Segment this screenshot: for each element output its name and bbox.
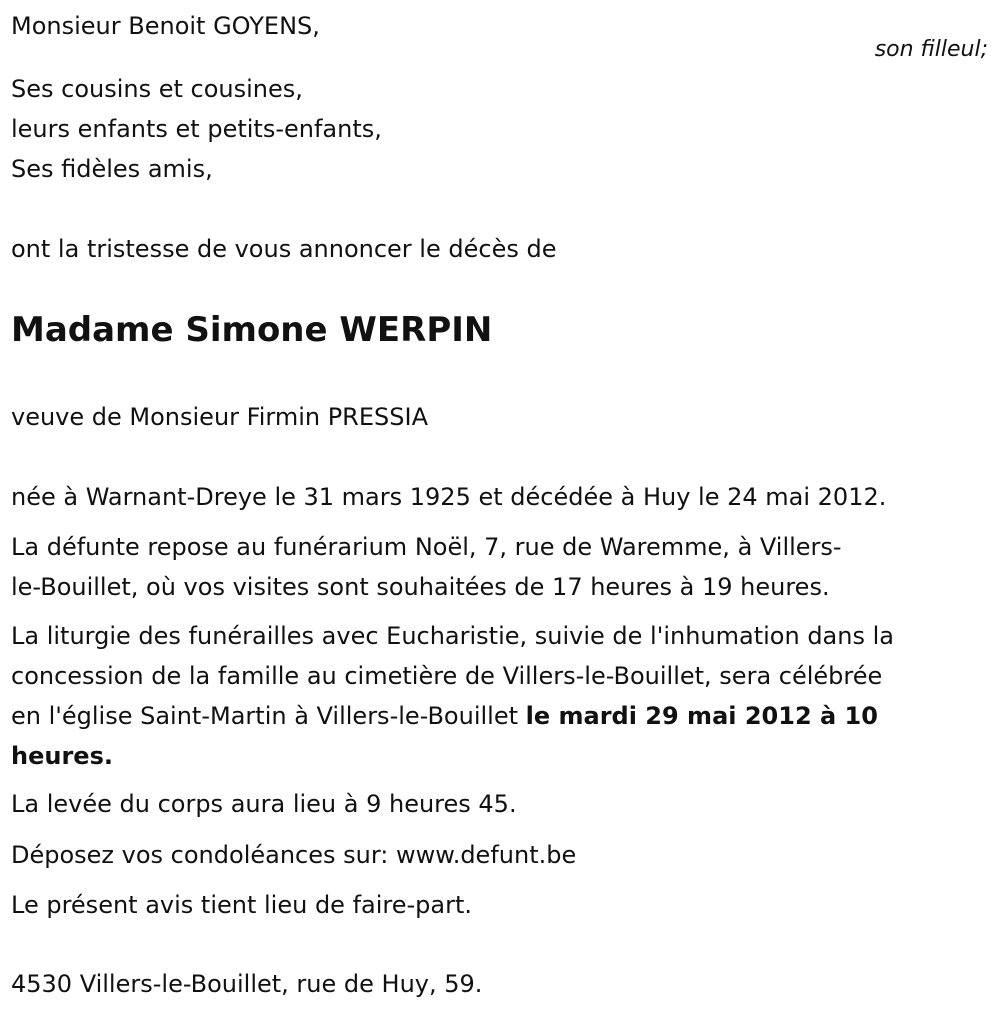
deceased-name: Madame Simone WERPIN <box>11 310 493 350</box>
liturgy-church: en l'église Saint-Martin à Villers-le-Bouillet <box>11 702 526 730</box>
notice-line: Le présent avis tient lieu de faire-part. <box>11 891 473 919</box>
levee-line: La levée du corps aura lieu à 9 heures 45. <box>11 790 517 818</box>
liturgy-date: le mardi 29 mai 2012 à 10 <box>525 702 878 730</box>
liturgy-line-4: heures. <box>11 742 113 770</box>
rest-line-2: le-Bouillet, où vos visites sont souhaitées de 17 heures à 19 heures. <box>11 573 830 601</box>
liturgy-line-2: concession de la famille au cimetière de Villers-le-Bouillet, sera célébrée <box>11 662 883 690</box>
rest-paragraph <box>11 527 991 607</box>
family-line-cousins: Ses cousins et cousines, <box>11 75 303 103</box>
birth-death-line: née à Warnant-Dreye le 31 mars 1925 et décédée à Huy le 24 mai 2012. <box>11 483 887 511</box>
liturgy-line-3 <box>11 696 991 736</box>
rest-line-1: La défunte repose au funérarium Noël, 7, rue de Waremme, à Villers- <box>11 533 842 561</box>
widow-line: veuve de Monsieur Firmin PRESSIA <box>11 403 428 431</box>
family-line-children: leurs enfants et petits-enfants, <box>11 115 382 143</box>
relationship-note: son filleul; <box>874 37 988 62</box>
liturgy-line-1: La liturgie des funérailles avec Eucharistie, suivie de l'inhumation dans la <box>11 622 894 650</box>
family-line-friends: Ses fidèles amis, <box>11 155 213 183</box>
liturgy-paragraph <box>11 616 991 776</box>
condolences-line: Déposez vos condoléances sur: www.defunt.be <box>11 841 577 869</box>
announcement-line: ont la tristesse de vous annoncer le décès de <box>11 235 557 263</box>
sender-line: Monsieur Benoit GOYENS, <box>11 12 320 40</box>
address-line: 4530 Villers-le-Bouillet, rue de Huy, 59. <box>11 970 483 998</box>
